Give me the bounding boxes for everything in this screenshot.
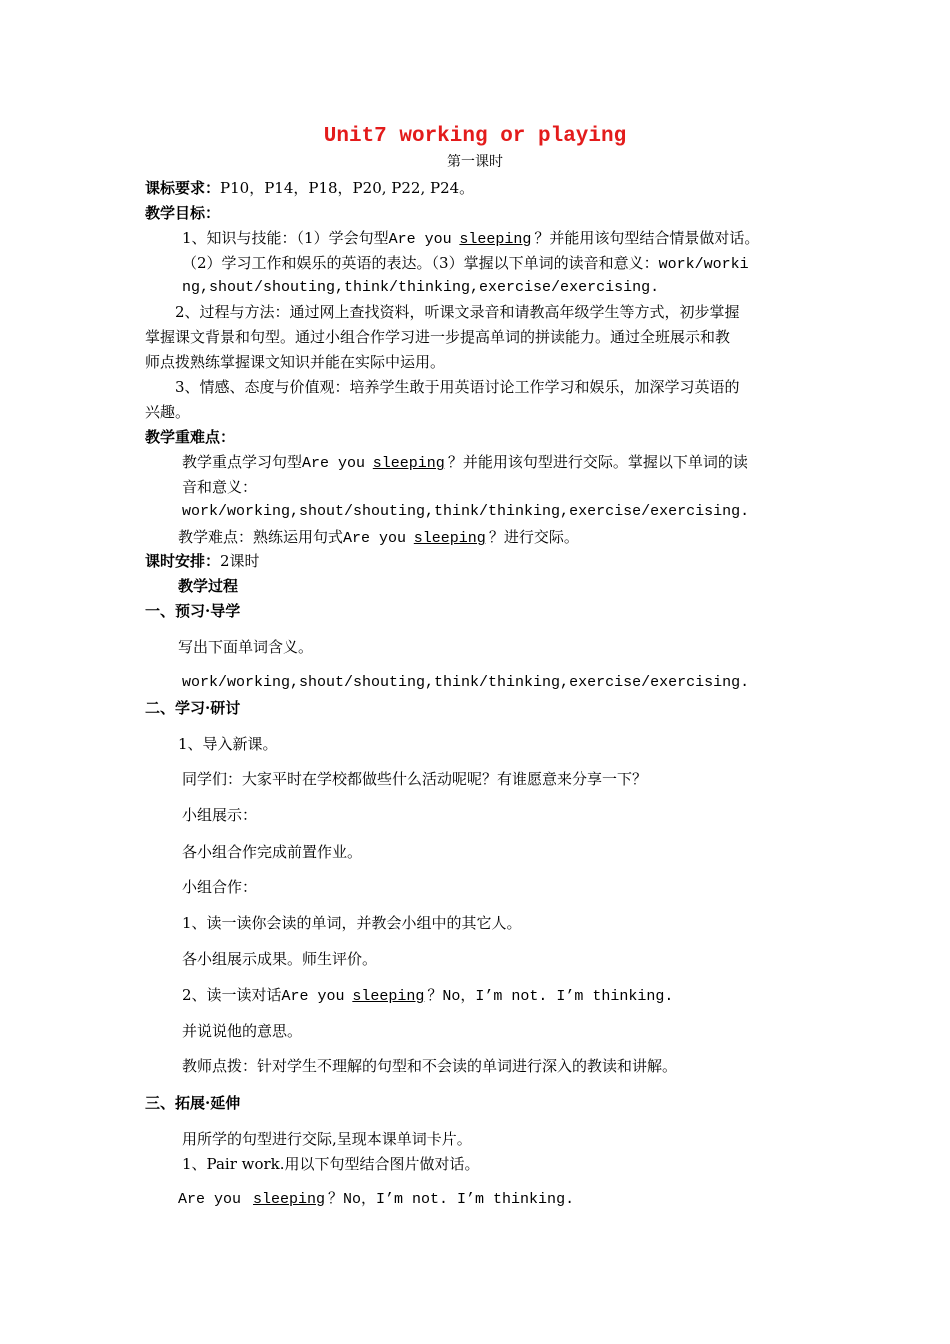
schedule-text: 2课时	[220, 552, 260, 570]
section-2-heading: 二、学习·研讨	[145, 699, 241, 717]
document-title: Unit7 working or playing	[323, 125, 627, 148]
are-you-text: Are you	[302, 455, 366, 472]
section-2-line9: 并说说他的意思。	[182, 1022, 303, 1040]
schedule-line	[145, 551, 260, 571]
section-2-line6: 1、读一读你会读的单词，并教会小组中的其它人。	[182, 914, 522, 932]
section-3-heading: 三、拓展·延伸	[145, 1094, 241, 1112]
objective-2-line2: 掌握课文背景和句型。通过小组合作学习进一步提高单词的拼读能力。通过全班展示和教	[145, 328, 731, 346]
difficulty-line	[178, 527, 579, 549]
standards-text: P10，P14，P18，P20, P22, P24。	[220, 179, 475, 197]
section-3-line1: 用所学的句型进行交际,呈现本课单词卡片。	[182, 1130, 472, 1148]
are-you-text: Are you	[281, 988, 345, 1005]
schedule-label: 课时安排：	[145, 552, 221, 570]
key-point-tail: ？并能用该句型进行交际。掌握以下单词的读	[447, 453, 748, 471]
key-point-words: work/working,shout/shouting,think/thinking,exercise/exercising.	[182, 503, 750, 520]
section-1-line2: work/working,shout/shouting,think/thinking,exercise/exercising.	[182, 674, 750, 691]
blank-sleeping: sleeping	[459, 231, 532, 248]
process-heading: 教学过程	[178, 577, 239, 595]
section-2-line1: 1、导入新课。	[178, 735, 278, 753]
key-point-line	[182, 452, 748, 474]
objective-3-line2: 兴趣。	[145, 403, 191, 421]
key-point-text: 教学重点学习句型	[182, 453, 303, 471]
are-you-text: Are you	[343, 530, 407, 547]
objective-1-words: ng,shout/shouting,think/thinking,exercise/exercising.	[182, 279, 660, 296]
section-2-line8-tail: ？No，I’m not. I’m thinking.	[427, 988, 674, 1005]
section-2-line5: 小组合作：	[182, 878, 258, 896]
blank-sleeping: sleeping	[253, 1191, 326, 1208]
section-3-line3-tail: ？No，I’m not. I’m thinking.	[328, 1191, 575, 1208]
objective-1-line	[182, 228, 759, 250]
standards-label: 课标要求：	[145, 179, 221, 197]
objective-1-tail: ？并能用该句型结合情景做对话。	[534, 229, 760, 247]
objective-1-cont-cn: （2）学习工作和娱乐的英语的表达。（3）掌握以下单词的读音和意义：	[182, 254, 659, 272]
objective-1-cont-en: work/worki	[658, 256, 749, 273]
section-2-line7: 各小组展示成果。师生评价。	[182, 950, 378, 968]
blank-sleeping: sleeping	[352, 988, 425, 1005]
blank-sleeping: sleeping	[413, 530, 486, 547]
key-point-cont: 音和意义：	[182, 478, 258, 496]
are-you-text: Are you	[388, 231, 452, 248]
objectives-heading: 教学目标：	[145, 204, 221, 222]
objective-2-line3: 师点拨熟练掌握课文知识并能在实际中运用。	[145, 353, 446, 371]
section-3-line3	[178, 1190, 574, 1210]
section-2-line10: 教师点拨：针对学生不理解的句型和不会读的单词进行深入的教读和讲解。	[182, 1057, 678, 1075]
objective-1-cont	[182, 253, 749, 275]
objective-3-line1: 3、情感、态度与价值观：培养学生敢于用英语讨论工作学习和娱乐，加深学习英语的	[175, 378, 740, 396]
section-1-line1: 写出下面单词含义。	[178, 638, 314, 656]
objective-2-line1: 2、过程与方法：通过网上查找资料，听课文录音和请教高年级学生等方式，初步掌握	[175, 303, 740, 321]
section-3-line2: 1、Pair work.用以下句型结合图片做对话。	[182, 1155, 480, 1173]
section-2-line4: 各小组合作完成前置作业。	[182, 843, 363, 861]
section-2-line8	[182, 985, 673, 1007]
section-1-heading: 一、预习·导学	[145, 602, 241, 620]
lesson-subtitle: 第一课时	[447, 154, 503, 170]
section-2-line2: 同学们：大家平时在学校都做些什么活动呢呢？有谁愿意来分享一下？	[182, 770, 648, 788]
standards-line	[145, 178, 474, 198]
objective-1-text: 1、知识与技能：（1）学会句型	[182, 229, 389, 247]
blank-sleeping: sleeping	[372, 455, 445, 472]
difficulty-tail: ？进行交际。	[488, 528, 579, 546]
section-2-line3: 小组展示：	[182, 806, 258, 824]
section-2-line8-text: 2、读一读对话	[182, 986, 282, 1004]
key-points-heading: 教学重难点：	[145, 428, 236, 446]
are-you-text: Are you	[178, 1191, 242, 1208]
difficulty-text: 教学难点：熟练运用句式	[178, 528, 344, 546]
